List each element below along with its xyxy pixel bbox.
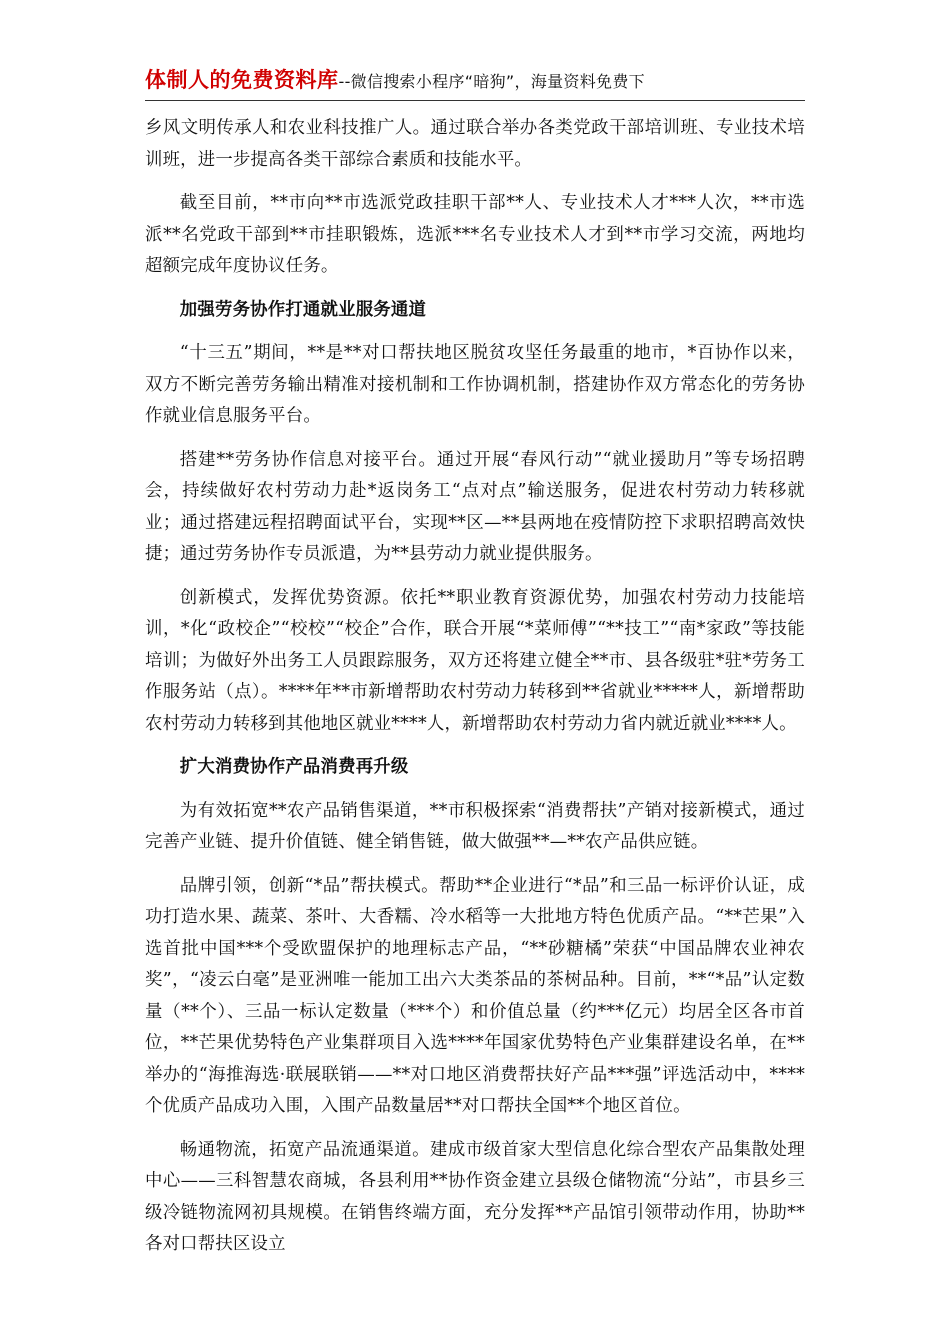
header-slogan: --微信搜索小程序“暗狗”，海量资料免费下 <box>338 72 645 91</box>
paragraph-consumption-intro: 为有效拓宽**农产品销售渠道，**市积极探索“消费帮扶”产销对接新模式，通过完善产业链、提升价值链、健全销售链，做大做强**—**农产品供应链。 <box>145 800 805 852</box>
header-brand: 体制人的免费资料库 <box>145 68 339 92</box>
paragraph-labor-platform: 搭建**劳务协作信息对接平台。通过开展“春风行动”“就业援助月”等专场招聘会，持续做好农村劳动力赴*返岗务工“点对点”输送服务，促进农村劳动力转移就业；通过搭建远程招聘面试平台，实现**区—**县两地在疫情防控下求职招聘高效快捷；通过劳务协作专员派遣，为**县劳动力就业提供服务。 <box>145 449 805 564</box>
document-body <box>145 113 805 1273</box>
paragraph-logistics: 畅通物流，拓宽产品流通渠道。建成市级首家大型信息化综合型农产品集散处理中心——三科智慧农商城，各县利用**协作资金建立县级仓储物流“分站”，市县乡三级冷链物流网初具规模。在销售终端方面，充分发挥**产品馆引领带动作用，协助**各对口帮扶区设立 <box>145 1139 805 1254</box>
paragraph-cadre-exchange: 截至目前，**市向**市选派党政挂职干部**人、专业技术人才***人次，**市选派**名党政干部到**市挂职锻炼，选派***名专业技术人才到**市学习交流，两地均超额完成年度协议任务。 <box>145 193 805 276</box>
document-header <box>145 60 805 101</box>
section-heading-labor: 加强劳务协作打通就业服务通道 <box>179 299 427 320</box>
paragraph-brand: 品牌引领，创新“*品”帮扶模式。帮助**企业进行“*品”和三品一标评价认证，成功打造水果、蔬菜、茶叶、大香糯、冷水稻等一大批地方特色优质产品。“**芒果”入选首批中国***个受欧盟保护的地理标志产品，“**砂糖橘”荣获“中国品牌农业神农奖”，“凌云白毫”是亚洲唯一能加工出六大类茶品的茶树品种。目前，**“*品”认定数量（**个）、三品一标认定数量（***个）和价值总量（约***亿元）均居全区各市首位，**芒果优势特色产业集群项目入选****年国家优势特色产业集群建设名单，在**举办的“海推海选·联展联销——**对口地区消费帮扶好产品***强”评选活动中，****个优质产品成功入围，入围产品数量居**对口帮扶全国**个地区首位。 <box>145 875 805 1116</box>
paragraph-labor-model: 创新模式，发挥优势资源。依托**职业教育资源优势，加强农村劳动力技能培训，*化“政校企”“校校”“校企”合作，联合开展“*菜师傅”“**技工”“南*家政”等技能培训；为做好外出务工人员跟踪服务，双方还将建立健全**市、县各级驻*驻*劳务工作服务站（点）。****年**市新增帮助农村劳动力转移到**省就业*****人，新增帮助农村劳动力转移到其他地区就业****人，新增帮助农村劳动力省内就近就业****人。 <box>145 587 805 734</box>
section-heading-consumption: 扩大消费协作产品消费再升级 <box>179 757 409 777</box>
paragraph-continuation: 乡风文明传承人和农业科技推广人。通过联合举办各类党政干部培训班、专业技术培训班，进一步提高各类干部综合素质和技能水平。 <box>145 118 805 170</box>
paragraph-labor-intro: “十三五”期间，**是**对口帮扶地区脱贫攻坚任务最重的地市，*百协作以来，双方不断完善劳务输出精准对接机制和工作协调机制，搭建协作双方常态化的劳务协作就业信息服务平台。 <box>145 343 805 426</box>
